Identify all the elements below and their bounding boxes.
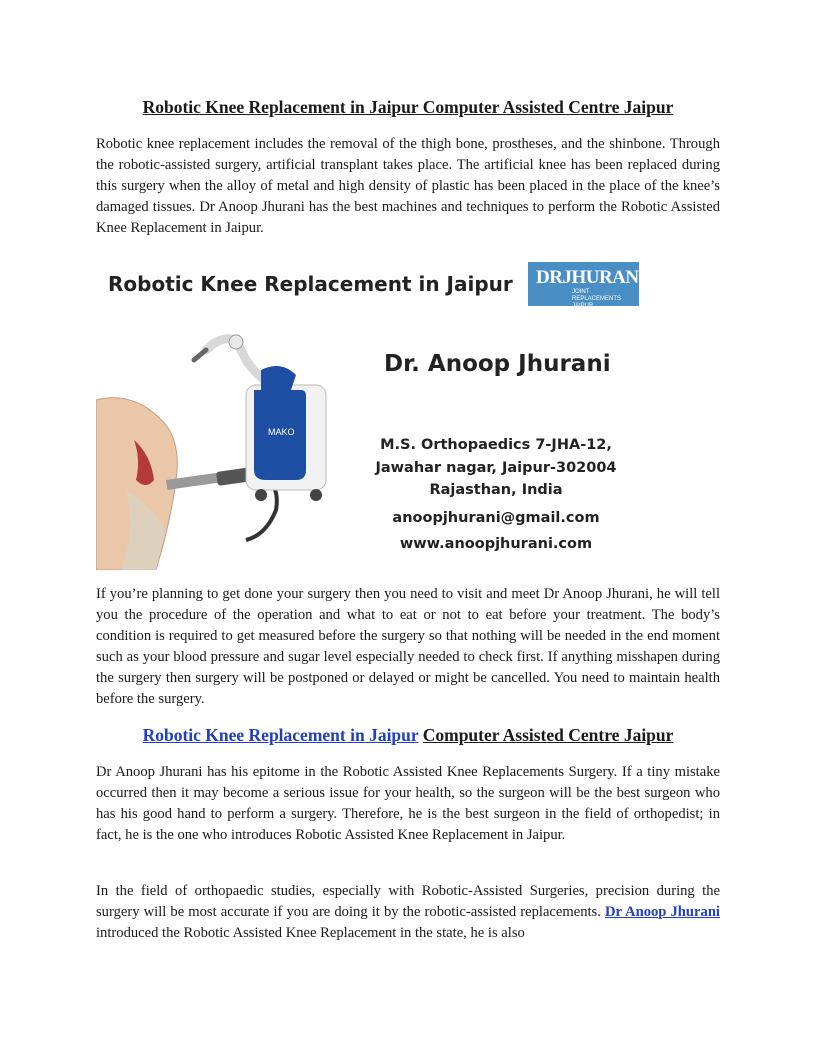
address-line-1: M.S. Orthopaedics 7-JHA-12,: [380, 437, 612, 453]
address-line-2: Jawahar nagar, Jaipur-302004: [375, 460, 617, 476]
address-line-3: Rajasthan, India: [429, 482, 563, 498]
contact-email: anoopjhurani@gmail.com: [392, 510, 600, 526]
wheel-right: [310, 489, 322, 501]
wheel-left: [255, 489, 267, 501]
robot-tip: [194, 350, 206, 360]
jhurani-logo: [528, 262, 646, 309]
logo-main-text: DRJHURANI: [536, 267, 646, 288]
mako-label: MAKO: [268, 427, 295, 437]
banner-title: Robotic Knee Replacement in Jaipur: [108, 272, 513, 296]
precision-text-after: introduced the Robotic Assisted Knee Replacement in the state, he is also: [96, 925, 525, 941]
robot-knee-illustration: [96, 330, 346, 570]
contact-website: www.anoopjhurani.com: [399, 536, 593, 552]
heading-link[interactable]: Robotic Knee Replacement in Jaipur: [142, 725, 419, 745]
doctor-link[interactable]: Dr Anoop Jhurani: [605, 904, 720, 920]
robot-top-pad: [261, 366, 296, 390]
robot-joint: [229, 335, 243, 349]
logo-sub-line1: JOINT REPLACEMENTS: [572, 289, 622, 302]
preparation-paragraph: If you’re planning to get done your surgery then you need to visit and meet Dr Anoop Jhurani, he will tell you the procedure of the operation and what to eat or not to eat before your treatment. The body’s condition is required to get measured before the surgery so that nothing will be needed in the end moment such as your blood pressure and sugar level especially needed to check first. If anything misshapen during the surgery then surgery will be postponed or delayed or might be cancelled. You need to maintain health before the surgery.: [96, 586, 720, 707]
logo-sub-line2: JAIPUR: [572, 303, 594, 309]
expertise-paragraph: Dr Anoop Jhurani has his epitome in the Robotic Assisted Knee Replacements Surgery. If a tiny mistake occurred then it may become a serious issue for your health, so the surgeon will be the best surgeon who has his good hand to perform a surgery. Therefore, he is the best surgeon in the field of orthopedist; in fact, he is the one who introduces Robotic Assisted Knee Replacement in Jaipur.: [96, 764, 720, 843]
banner-image: [96, 252, 720, 570]
logo-sub-text: [572, 289, 639, 310]
precision-paragraph: [96, 881, 720, 944]
heading-rest-text: Computer Assisted Centre Jaipur: [422, 725, 674, 745]
section-heading: [96, 725, 720, 746]
precision-text-before: In the field of orthopaedic studies, especially with Robotic-Assisted Surgeries, precision during the surgery will be most accurate if you are doing it by the robotic-assisted replacements.: [96, 883, 720, 920]
intro-paragraph: Robotic knee replacement includes the removal of the thigh bone, prostheses, and the shinbone. Through the robotic-assisted surgery, artificial transplant takes place. The artificial knee has been replaced during this surgery when the alloy of metal and high density of plastic has been placed in the place of the knee’s damaged tissues. Dr Anoop Jhurani has the best machines and techniques to perform the Robotic Assisted Knee Replacement in Jaipur.: [96, 136, 720, 236]
doctor-name: Dr. Anoop Jhurani: [384, 351, 611, 377]
page-heading: Robotic Knee Replacement in Jaipur Computer Assisted Centre Jaipur: [142, 97, 674, 117]
